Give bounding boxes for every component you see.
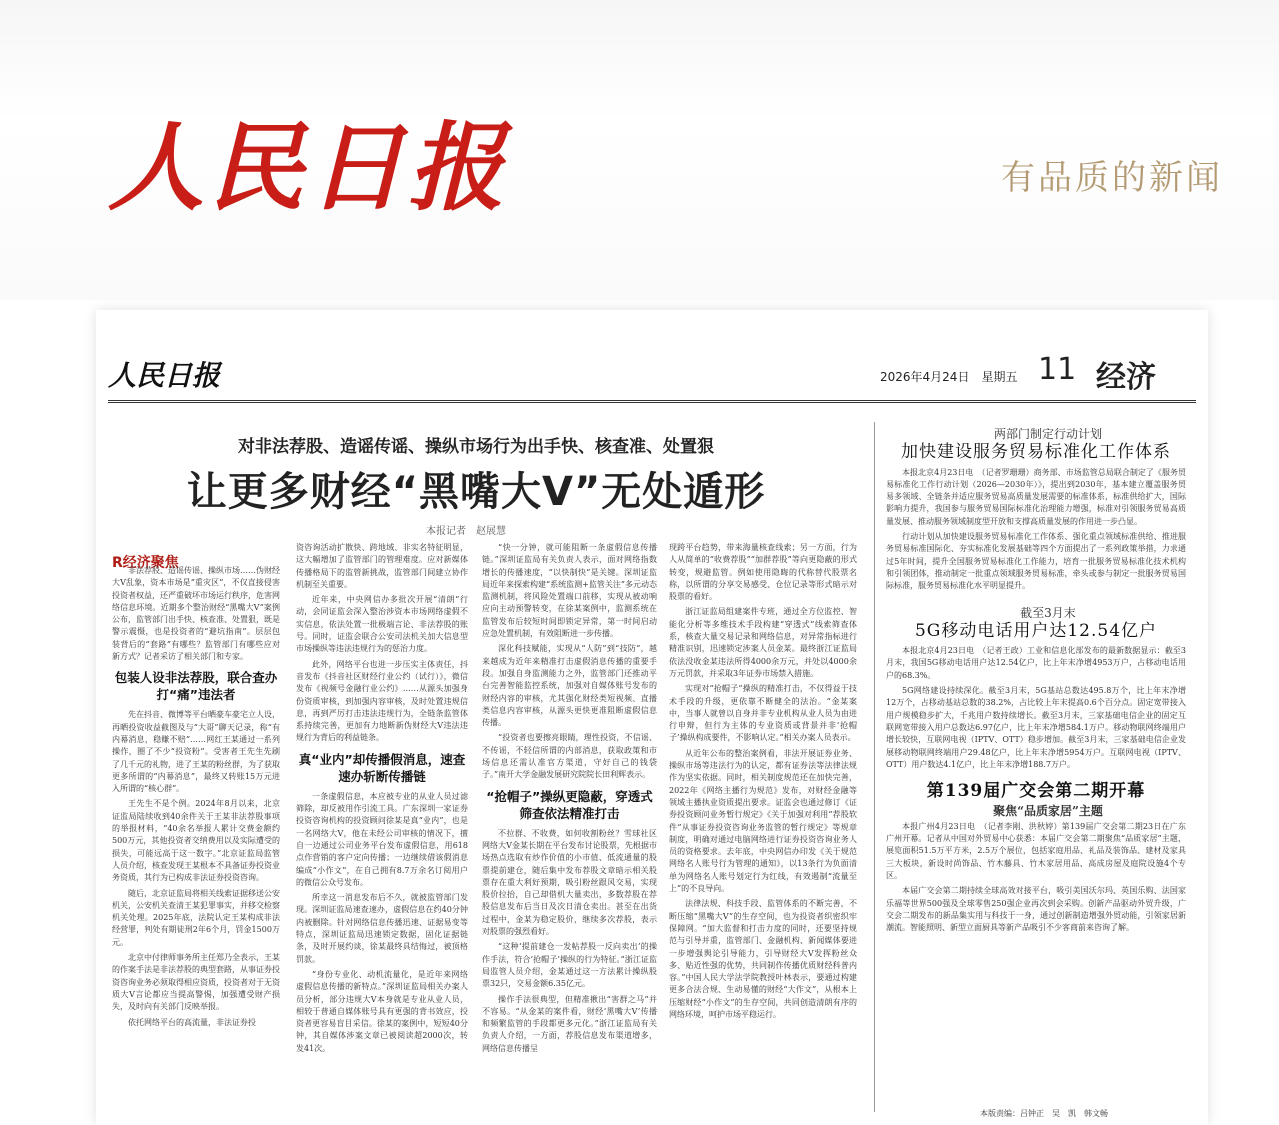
column-tag: R经济聚焦: [112, 555, 179, 571]
paragraph: 操作手法很典型，但精准揪出“害群之马”并不容易。“从金某的案件看，财经‘黑嘴大V’传播和频繁监管的手段都更多元化。”浙江证监局有关负责人介绍，一方面，荐股信息发布渠道增多，网络信息传播呈: [482, 994, 657, 1053]
paragraph: “这种‘提前建仓一发帖荐股一反向卖出’的操作手法，符合‘抢帽子’操纵的行为特征。”浙江证监局监管人员介绍，金某通过这一方法累计操纵股票32只，交易金额6.35亿元。: [482, 942, 657, 989]
story-service-trade: [886, 428, 1186, 593]
main-kicker: 对非法荐股、造谣传谣、操纵市场行为出手快、核查准、处置狠: [238, 437, 714, 457]
paragraph: 本届广交会第二期持续全球高效对接平台，吸引美国沃尔玛、英国乐购、法国家乐福等世界500强及全球零售250强企业再次到会采购。创新产品驱动外贸升级，广交会二期发布的新品集实用与科技于一身，通过创新制造增强外贸动能，引领家居新潮流。智能照明、新型立面厨具等新产品吸引不少客商前来咨询了解。: [886, 886, 1186, 933]
newspaper-page: [96, 310, 1208, 1125]
paragraph: 非法荐股、造谣传谣、操纵市场……伪财经大V乱象，资本市场是“重灾区”，不仅直接侵害投资者权益，还严重破坏市场运行秩序，危害网络信息环境。近期多个整治财经“黑嘴大V”案例公布，监管部门出手快、核查准、处置狠，既是警示震慑，也是投资者的“避坑指南”。层层包装背后的“套路”有哪些？监管部门有哪些应对新方式？记者采访了相关部门和专家。: [112, 566, 280, 662]
story-canton-fair: [886, 781, 1186, 934]
paragraph: 先在抖音、微博等平台晒豪车豪宅立人设，再晒投资收益截图及与“大哥”聊天记录，称“有内幕消息，稳赚不赔”……网红王某通过一系列操作，圈了不少“投资粉”。受害者王先生先刷了几千元的礼物，进了王某的粉丝群，为了获取更多所谓的“内幕消息”，最终又转账15万元进入所谓的“核心群”。: [112, 710, 280, 794]
paragraph: 本报广州4月23日电 （记者李刚、洪秋婷）第139届广交会第二期23日在广东广州开幕。记者从中国对外贸易中心获悉：本届广交会第二期聚焦“品质家居”主题，展览面积51.5万平方米，2.5万个展位，包括家庭用品、礼品及装饰品、建材及家具三大板块，新设时尚饰品、竹木藤具、竹木家居用品、高成房屋及庭院设施4个专区。: [886, 821, 1186, 880]
paragraph: 一条虚假信息，本应被专业的从业人员过滤筛除，却反被用作引流工具。广东深圳一家证券投资咨询机构的投资顾问徐某是真“业内”，也是一名网络大V，他在未经公司审核的情况下，擅自一边通过公司业务平台发布虚假信息，用618点作营销的客户定向传播；一边继续借该假消息编成“小作文”，在自己拥有8.7万余名订阅用户的微信公众号发布。: [296, 791, 468, 887]
page-editors: 本版责编：吕钟正 吴 凯 韩文畅: [980, 1109, 1108, 1118]
paragraph: 深化科技赋能，实现从“人防”到“技防”，越来越成为近年来精准打击虚假消息传播的重要手段。加强自身监测能力之外，监管部门还推动平台完善智能监控系统，加强对自媒体账号发布的财经内容的审核，尤其强化财经类短视频、直播类信息内容审核，从源头更快更准阻断虚假信息传播。: [482, 644, 657, 728]
paragraph: 王先生不是个例。2024年8月以来，北京证监局陆续收到40余件关于王某非法荐股事项的举报材料，“40余名举报人累计交费金额约500万元，其他投资者交纳费用以及实际遭受的损失，可能远高于这一数字。”北京证监局监管人员介绍，核查发现王某根本不具备证券投资业务资质，其行为已构成非法证券投资咨询。: [112, 799, 280, 883]
paragraph: 随后，北京证监局将相关线索证据移送公安机关，公安机关查清王某犯罪事实，并移交检察机关处理。2025年底，法院认定王某构成非法经营罪，判处有期徒刑2年6个月，罚金1500万元。: [112, 888, 280, 947]
paragraph: 行动计划从加快建设服务贸易标准化工作体系、强化重点领域标准供给、推进服务贸易标准国际化、夯实标准化发展基础等四个方面提出了一系列政策举措，力求通过5年时间，提升全国服务贸易标准化工作能力，培育一批服务贸易标准化技术机构和引领团体，推动制定一批重点领域服务贸易标准，牵头或参与制定一批服务贸易国际标准，服务贸易标准化水平明显提升。: [886, 532, 1186, 591]
paragraph: 资咨询活动扩散快、跨地域、非实名特征明显，这大幅增加了监管部门的管理难度。应对新媒体传播格局下的监管新挑战，监管部门间建立协作机制至关重要。: [296, 543, 468, 589]
paragraph: 不拉群、不收费，如何收割粉丝？雪球社区网络大V金某长期在平台发布讨论股票，先根据市场热点选取有炒作价值的小市值、低流通量的股票提前建仓，随后集中发布荐股文章暗示相关股票存在重大利好预期，吸引粉丝跟风交易，实现股价拉抬，自己却借机大量卖出，多数荐股在荐股信息发布后当日及次日清仓卖出。甚至在出货过程中，金某为稳定股价，继续多次荐股，表示对股票的强烈看好。: [482, 828, 657, 937]
paragraph: “投资者也要擦亮眼睛，理性投资，不信谣、不传谣，不轻信所谓的内部消息，获取政策和市场信息还需认准官方渠道，守好自己的钱袋子。”南开大学金融发展研究院院长田利辉表示。: [482, 733, 657, 780]
paragraph: 所幸这一消息发布后不久，就被监管部门发现。深圳证监局速查速办，虚假信息在约40分钟内被删除。针对网络信息传播迅速、证据易变等特点，深圳证监局迅速锁定数据，固化证据链条，及时开展约谈，徐某最终具结悔过，被顶格罚款。: [296, 893, 468, 964]
story-headline: 加快建设服务贸易标准化工作体系: [901, 442, 1171, 463]
paragraph: “快一分钟，就可能阻断一条虚假信息传播链。”深圳证监局有关负责人表示，面对网络指数增长的传播速度，“以快制快”是关键。深圳证监局近年来探索构建“系统监测+监管关注”多元动态监测机制，将风险处置端口前移，实现从被动响应向主动预警转变，在徐某案例中，监测系统在监管发布后较短时间即锁定异常，第一时间启动应急处置机制，有效阻断进一步传播。: [482, 543, 657, 639]
story-kicker: 截至3月末: [1020, 605, 1076, 620]
paragraph: 现跨平台趋势，带来海量核查线索；另一方面，行为人从简单的“收费荐股”“加群荐股”等向更隐蔽的形式转变，规避监管。例如使用隐晦的代称替代股票名称，以所谓的分享交易感受、仓位记录等形式暗示对股票的看好。: [669, 543, 857, 602]
masthead-logo: 人民日报: [108, 111, 508, 224]
page-logo: 人民日报: [108, 359, 221, 392]
paragraph: “身份专业化、动机流量化，是近年来网络虚假信息传播的新特点。”深圳证监局相关办案人员分析，部分违规大V本身就是专业从业人员，相较于普通自媒体账号具有更强的背书效应，投资者更容易盲目采信。徐某的案例中，短短40分钟，其自媒体涉案文章已被阅读超2000次，转发41次。: [296, 969, 468, 1053]
story-5g-users: [886, 607, 1186, 772]
article-column-1: [112, 565, 280, 1120]
story-headline: 5G移动电话用户达12.54亿户: [914, 620, 1158, 641]
story-headline: 第139届广交会第二期开幕: [926, 781, 1146, 802]
paragraph: 依托网络平台的高流量，非法证券投: [128, 1017, 256, 1027]
article-column-4: [669, 542, 857, 1120]
paragraph: 本报北京4月23日电 （记者罗珊珊）商务部、市场监管总局联合制定了《服务贸易标准化工作行动计划（2026—2030年）》，提出到2030年，基本建立覆盖服务贸易多领域、全链条并适应服务贸易高质量发展需要的标准体系，标准供给扩大，国际影响力提升，我国参与服务贸易国际标准化治理能力增强，标准对引领服务贸易高质量发展、推动服务领域制度型开放和支撑高质量发展的作用进一步凸显。: [886, 467, 1186, 526]
paragraph: 北京中付律师事务所主任郑乃全表示，王某的作案手法是非法荐股的典型套路，从事证券投资咨询业务必须取得相应资质，投资者对于无资质大V言论都应当提高警惕，加强遭受财产损失，及时向有关部门反映举报。: [112, 953, 280, 1012]
paragraph: 从近年公布的整治案例看，非法开展证券业务、操纵市场等违法行为的认定，都有证券法等法律法规作为坚实依据。同时，相关制度规范还在加快完善，2022年《网络主播行为规范》发布，对财经金融等领域主播执业资质提出要求。证监会也通过修订《证券投资顾问业务暂行规定》《关于加强对利用“荐股软件”从事证券投资咨询业务监管的暂行规定》等规章制度，明确对通过电脑网络进行证券投资咨询业务人员的资格要求。去年底，中央网信办印发《关于规范网络名人账号行为管理的通知》，以13条行为负面清单为网络名人账号划定行为红线，有效遏制“流量至上”的不良导向。: [669, 748, 857, 894]
subheading: 真“业内”却传播假消息，速查速办斩断传播链: [298, 751, 466, 784]
paragraph: 法律法规、科技手段、监管体系的不断完善，不断压缩“黑嘴大V”的生存空间，也为投资者织密织牢保障网。“加大监督和打击力度的同时，还要坚持规范与引导并重，监管部门、金融机构、新闻媒体要进一步增强舆论引导能力，引导财经大V发挥粉丝众多、贴近性强的优势，共同制作传播优质财经科普内容。”中国人民大学法学院教授叶林表示，要通过构建更多合法合规、生动易懂的财经“大作文”，从根本上压缩财经“小作文”的生存空间，共同创造清朗有序的网络环境，呵护市场平稳运行。: [669, 899, 857, 1019]
slogan: 有品质的新闻: [1001, 158, 1223, 198]
paragraph: 浙江证监局组建案件专班，通过全方位监控、智能化分析等多维技术手段构建“穿透式”线索筛查体系，核查大量交易记录和网络信息，对异常指标进行精准识别，迅速锁定涉案人员金某。最终浙江证监局依法没收金某违法所得4000余万元，并处以4000余万元罚款，并采取3年证券市场禁入措施。: [669, 607, 857, 678]
top-banner: [0, 0, 1279, 300]
subheading: “抢帽子”操纵更隐蔽，穿透式筛查依法精准打击: [486, 788, 653, 821]
main-byline: 本报记者 赵展慧: [426, 526, 506, 537]
page-header: [108, 350, 1196, 403]
story-kicker: 两部门制定行动计划: [993, 428, 1102, 441]
page-date: 2026年4月24日 星期五: [880, 370, 1018, 384]
article-column-3: [482, 542, 657, 1120]
main-headline: 让更多财经“黑嘴大V”无处遁形: [186, 469, 766, 515]
paragraph: 近年来，中央网信办多批次开展“清朗”行动，会同证监会深入整治涉资本市场网络虚假不实信息，依法处置一批极端言论、非法荐股的账号。同时，证监会联合公安司法机关加大信息型市场操纵等违法违规行为的惩治力度。: [296, 595, 468, 654]
subheading: 包装人设非法荐股，联合查办打“痛”违法者: [114, 670, 278, 703]
column-divider: [874, 422, 875, 1112]
story-subhead: 聚焦“品质家居”主题: [993, 804, 1103, 819]
paragraph: 此外，网络平台也进一步压实主体责任，抖音发布《抖音社区财经行业公约（试行）》，微信发布《视频号金融行业公约》……从源头加强身份资质审核，到加强内容审核，及时处置违规信息，再到严厉打击违法违规行为，全链条监管体系持续完善，更加有力地断新伪财经大V违法违规行为背后的利益链条。: [296, 659, 468, 743]
paragraph: 本报北京4月23日电 （记者王政）工业和信息化部发布的最新数据显示：截至3月末，我国5G移动电话用户达12.54亿户，比上年末净增4953万户，占移动电话用户的68.3%。: [886, 646, 1186, 680]
page-section: 经济: [1096, 360, 1156, 395]
paragraph: 5G网络建设持续深化。截至3月末，5G基站总数达495.8万个，比上年末净增12万个，占移动基站总数的38.2%，占比较上年末提高0.6个百分点。固定宽带接入用户规模稳步扩大，千兆用户数持续增长。截至3月末，三家基础电信企业的固定互联网宽带接入用户总数达6.97亿户，比上年末净增584.1万户。移动物联网终端用户增长较快，互联网电视（IPTV、OTT）稳步增加。截至3月末，三家基础电信企业发展移动物联网终端用户29.48亿户，比上年末净增5954万户。互联网电视（IPTV、OTT）用户数达4.1亿户，比上年末净增188.7万户。: [886, 686, 1186, 769]
page-number: 11: [1038, 352, 1077, 387]
paragraph: 实现对“抢帽子”操纵的精准打击，不仅得益于技术手段的升级，更依靠不断健全的法治。“金某案中，当事人就曾以自身并非专业机构从业人员为由进行申辩，但行为主体的专业资质或背景并非‘抢帽子’操纵构成要件，不影响认定。”相关办案人员表示。: [669, 684, 857, 743]
article-column-2: [296, 542, 468, 1120]
right-column: [886, 428, 1186, 1120]
